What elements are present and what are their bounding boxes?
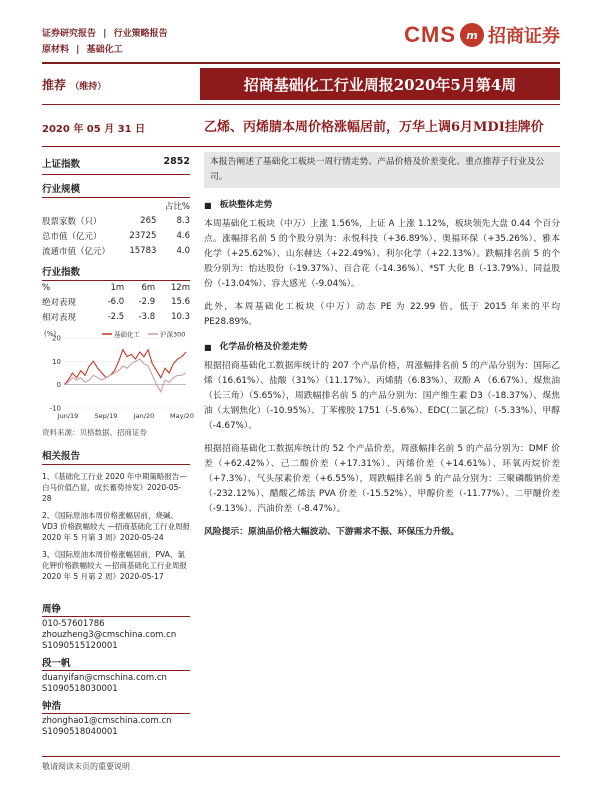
index-row — [42, 152, 190, 175]
chart-source: 资料来源：贝格数据、招商证券 — [42, 428, 147, 437]
analyst-card — [42, 604, 190, 652]
paragraph: 本周基础化工板块（中万）上涨 1.56%，上证 A 上涨 1.12%，板块领先大盘 0.44 个百分点。涨幅排名前 5 的个股分别为：永悦科技（+36.89%）、奥福环保（+35.26%）、雅本化学（+25.62%）、山东赫达（+22.49%）、利尔化学（+22.13%）。跌幅排名前 5 的个股分别为：怡达股份（-19.37%）、百合花（-14.36%）、*ST 大化 B（-13.79%）、同益股份（-13.04%）、容大感光（-9.04%）。 — [204, 219, 560, 289]
table-cell: 4.6 — [176, 230, 190, 241]
related-reports-title: 相关报告 — [42, 448, 190, 465]
paragraph: 根据招商基础化工数据库统计的 207 个产品价格，周涨幅排名前 5 的产品分别为：国际乙烯（16.61%）、盐酸（31%）（11.17%）、丙烯腈（6.83%）、双酚 A （6.67%）、煤焦油（长三角）（5.65%），周跌幅排名前 5 的产品分别为：国产维生素 D3（-18.37%）、煤焦油（太钢焦化）（-10.95%）、丁苯橡胶 1751（-5.6%）、EDC(二氯乙烷）（-5.33%）、甲醇（-4.67%）。 — [204, 361, 560, 431]
x-tick-label: May/20 — [170, 412, 194, 420]
chart-svg — [42, 328, 194, 420]
left-sidebar — [42, 152, 194, 582]
table-header: % — [42, 282, 51, 293]
rating-sub: （维持） — [70, 82, 107, 92]
risk-warning: 风险提示：原油品价格大幅波动、下游需求不振、环保压力升级。 — [204, 527, 460, 537]
y-axis-label: (%) — [44, 330, 57, 338]
section-heading-text: 板块整体走势 — [219, 200, 273, 210]
index-label: 上证指数 — [42, 159, 81, 170]
y-tick-label: 0 — [56, 381, 61, 390]
table-cell: -2.9 — [138, 296, 156, 307]
rating — [42, 76, 106, 93]
legend-label: 沪深300 — [160, 330, 186, 339]
table-cell: 8.3 — [176, 215, 190, 226]
report-date: 2020 年 05 月 31 日 — [42, 124, 146, 135]
analyst-name: 段一帆 — [42, 658, 190, 671]
y-tick-label: 10 — [52, 357, 61, 366]
table-row — [42, 281, 190, 294]
main-content — [204, 152, 560, 540]
table-cell: 相对表现 — [42, 312, 77, 323]
table-header: 6m — [141, 282, 156, 293]
analysts — [42, 604, 190, 744]
table-cell: 绝对表现 — [42, 297, 77, 308]
industry-scale-title: 行业规模 — [42, 181, 190, 198]
square-bullet-icon: ■ — [204, 343, 212, 352]
x-tick-label: Sep/19 — [94, 412, 118, 420]
analyst-email[interactable]: zhouzheng3@cmschina.com.cn — [42, 630, 177, 640]
table-cell: 265 — [140, 215, 157, 226]
table-cell: -3.8 — [138, 311, 156, 322]
section-heading-text: 化学品价格及价差走势 — [219, 342, 308, 352]
analyst-phone: 010-57601786 — [42, 619, 105, 629]
report-subtype: 行业策略报告 — [113, 29, 168, 39]
y-tick-label: -10 — [49, 404, 61, 413]
paragraph: 根据招商基础化工数据库统计的 52 个产品价差，周涨幅排名前 5 的产品分别为：DMF 价差（+62.42%）、己二酸价差（+17.31%）、丙烯价差（+14.61%）、环氧丙烷价差（+7.3%）、气头尿素价差（+6.55%），周跌幅排名前 5 的产品分别为：三聚磷酸钠价差（-232.12%）、醋酸乙烯法 PVA 价差（-15.52%）、甲醇价差（-11.77%）、二甲醚价差（-9.13%）、汽油价差（-8.47%）。 — [204, 444, 560, 514]
analyst-name: 周铮 — [42, 604, 190, 617]
performance-title: 行业指数 — [42, 264, 190, 281]
table-header: 1m — [110, 282, 125, 293]
sector: 原材料 — [42, 45, 70, 55]
performance-table — [42, 281, 190, 324]
rating-label: 推荐 — [42, 78, 67, 92]
footer-note: 敬请阅读末页的重要说明 — [42, 756, 560, 772]
related-report-item[interactable]: 3、《国际原油本周价格涨幅居前，PVA、氯化钾价格跌幅较大 —招商基础化工行业周报 2020 年 5 月第 2 周》2020-05-17 — [42, 550, 187, 581]
related-report-item[interactable]: 2、《国际原油本周价格涨幅居前，烧碱、VD3 价格跌幅较大 —招商基础化工行业周报 2020 年 5 月第 3 周》2020-05-24 — [42, 511, 190, 542]
table-cell: 15783 — [129, 245, 157, 256]
table-cell: 股票家数（只） — [42, 216, 102, 227]
analyst-cert: S1090518030001 — [42, 684, 118, 694]
analyst-name: 钟浩 — [42, 701, 190, 714]
table-cell: 15.6 — [171, 296, 190, 307]
logo-mark-icon: m — [460, 23, 484, 47]
legend-label: 基础化工 — [114, 330, 140, 339]
analyst-email[interactable]: zhonghao1@cmschina.com.cn — [42, 716, 172, 726]
industry-scale-table — [42, 198, 190, 258]
table-cell: 4.0 — [176, 245, 190, 256]
divider — [42, 104, 560, 105]
industry: 基础化工 — [86, 45, 123, 55]
separator: | — [103, 29, 107, 39]
logo-company-name: 招商证券 — [488, 26, 560, 47]
y-tick-label: 20 — [52, 334, 61, 343]
related-report-item[interactable]: 1、《基础化工行业 2020 年中期策略报告—白马价值凸显，成长蓄势待发》2020-05-28 — [42, 472, 187, 503]
table-row — [42, 294, 190, 309]
table-cell: 23725 — [129, 230, 157, 241]
x-tick-label: Jan/20 — [133, 412, 155, 420]
index-value: 2852 — [163, 156, 190, 167]
table-cell: 10.3 — [171, 311, 190, 322]
paragraph: 此外，本周基础化工板块（中万）动态 PE 为 22.99 倍，低于 2015 年来的平均 PE28.89%。 — [204, 302, 560, 327]
series-line-2 — [64, 359, 186, 392]
report-type: 证券研究报告 — [42, 29, 97, 39]
section-heading — [204, 198, 560, 213]
table-row — [42, 213, 190, 228]
report-title: 招商基础化工行业周报2020年5月第4周 — [200, 68, 560, 100]
analyst-cert: S1090518040001 — [42, 727, 118, 737]
table-cell: 总市值（亿元） — [42, 231, 102, 242]
analyst-cert: S1090515120001 — [42, 641, 118, 651]
analyst-card — [42, 701, 190, 738]
table-cell: -2.5 — [107, 311, 125, 322]
table-row — [42, 198, 190, 213]
table-row — [42, 243, 190, 258]
cms-logo — [404, 22, 560, 48]
table-header: 占比% — [164, 201, 190, 212]
table-header: 12m — [170, 282, 190, 293]
headline: 乙烯、丙烯腈本周价格涨幅居前，万华上调6月MDI挂牌价 — [204, 120, 544, 135]
table-row — [42, 228, 190, 243]
section-heading — [204, 340, 560, 355]
report-category — [42, 26, 172, 58]
square-bullet-icon: ■ — [204, 201, 212, 210]
performance-chart — [42, 328, 194, 423]
analyst-email[interactable]: duanyifan@cmschina.com.cn — [42, 673, 167, 683]
table-row — [42, 309, 190, 324]
separator: | — [76, 45, 80, 55]
table-cell: -6.0 — [107, 296, 125, 307]
table-cell: 流通市值（亿元） — [42, 246, 111, 257]
x-tick-label: Jun/19 — [57, 412, 79, 420]
divider — [42, 146, 560, 147]
analyst-card — [42, 658, 190, 695]
abstract: 本报告阐述了基础化工板块一周行情走势、产品价格及价差变化、重点推荐子行业及公司。 — [204, 152, 560, 188]
divider — [42, 62, 560, 64]
logo-cms-text: CMS — [404, 22, 456, 47]
